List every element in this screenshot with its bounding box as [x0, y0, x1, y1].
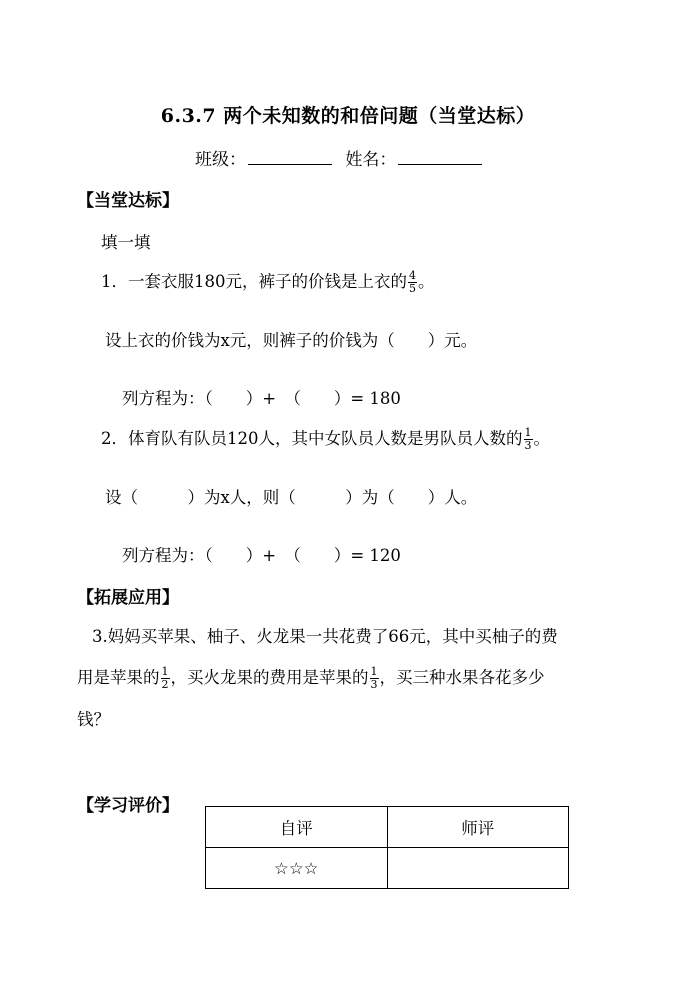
- question-2-equation: 列方程为：（ ）+ （ ）= 120: [122, 546, 401, 565]
- question-1: [101, 268, 435, 295]
- fraction-one-third: [370, 666, 379, 691]
- class-label: 班级：: [195, 150, 246, 170]
- fraction-numerator: 1: [161, 665, 169, 678]
- section-heading-practice: 【当堂达标】: [77, 191, 179, 211]
- question-2-text: 2．体育队有队员120人，其中女队员人数是男队员人数的: [101, 429, 523, 448]
- student-info: [195, 145, 490, 170]
- evaluation-table: [205, 806, 569, 889]
- name-label: 姓名：: [345, 150, 397, 170]
- fraction-denominator: 5: [409, 282, 416, 295]
- fraction-one-half: [161, 666, 170, 691]
- section-heading-evaluation: 【学习评价】: [77, 796, 179, 816]
- question-3-part-b: ，买火龙果的费用是苹果的: [170, 668, 369, 687]
- header-teacher-evaluation: 师评: [387, 807, 569, 848]
- fraction-denominator: 2: [161, 678, 169, 691]
- fraction-one-third: [524, 427, 533, 452]
- question-2-end: 。: [533, 429, 550, 448]
- evaluation-rating-row: [206, 848, 569, 889]
- name-blank[interactable]: [398, 148, 482, 165]
- fraction-numerator: 1: [524, 426, 532, 439]
- question-1-equation: 列方程为：（ ）+ （ ）= 180: [122, 389, 401, 408]
- question-3-line-1: 3.妈妈买苹果、柚子、火龙果一共花费了66元，其中买柚子的费: [92, 627, 558, 646]
- self-rating-stars[interactable]: ☆☆☆: [206, 848, 388, 889]
- fraction-denominator: 3: [524, 439, 532, 452]
- question-1-setup: 设上衣的价钱为x元，则裤子的价钱为（ ）元。: [105, 331, 478, 350]
- question-1-text: 1．一套衣服180元，裤子的价钱是上衣的: [101, 272, 407, 291]
- header-self-evaluation: 自评: [206, 807, 388, 848]
- class-blank[interactable]: [248, 148, 332, 165]
- question-3-part-a: 用是苹果的: [77, 668, 160, 687]
- question-2-setup: 设（ ）为x人，则（ ）为（ ）人。: [105, 488, 478, 507]
- fraction-numerator: 4: [409, 269, 416, 282]
- page-title: 6.3.7 两个未知数的和倍问题（当堂达标）: [160, 105, 536, 127]
- evaluation-header-row: [206, 807, 569, 848]
- question-2: [101, 425, 550, 452]
- subheading-fill-in: 填一填: [101, 233, 151, 252]
- question-1-end: 。: [418, 272, 435, 291]
- question-3-line-2: [77, 664, 545, 691]
- section-heading-extension: 【拓展应用】: [77, 588, 179, 608]
- question-3-line-3: 钱？: [77, 710, 110, 729]
- question-3-part-c: ，买三种水果各花多少: [379, 668, 545, 687]
- fraction-four-fifths: [408, 270, 417, 295]
- fraction-denominator: 3: [370, 678, 378, 691]
- fraction-numerator: 1: [370, 665, 378, 678]
- teacher-rating-cell[interactable]: [387, 848, 569, 889]
